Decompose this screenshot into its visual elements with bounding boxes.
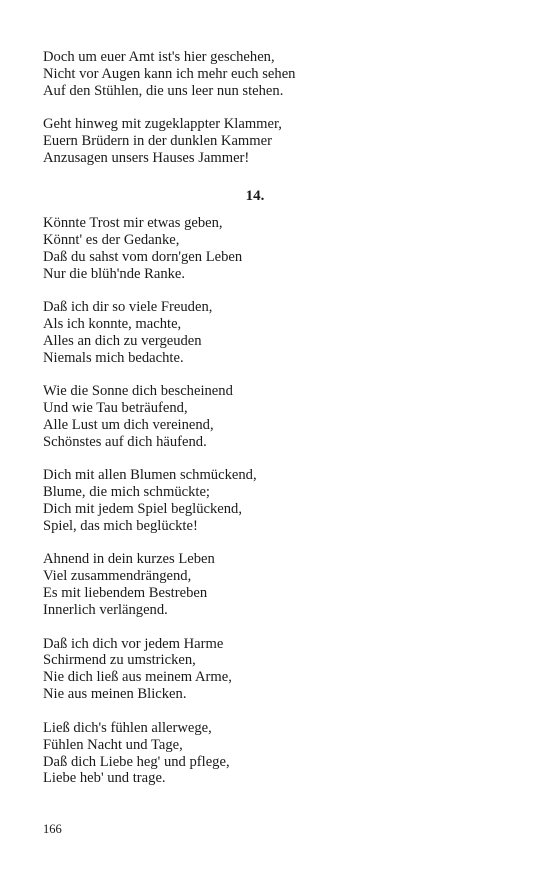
verse-line: Innerlich verlängend.	[43, 602, 168, 619]
verse-line: Als ich konnte, machte,	[43, 315, 182, 332]
verse-line: Liebe heb' und trage.	[43, 770, 166, 787]
stanza-top-1	[43, 49, 483, 100]
verse-line: Schönstes auf dich häufend.	[43, 433, 207, 450]
stanza-6	[43, 636, 483, 704]
verse-line: Ahnend in dein kurzes Leben	[43, 551, 215, 568]
poem-number-heading: 14.	[245, 187, 265, 204]
stanza-4	[43, 467, 483, 535]
stanza-5	[43, 551, 483, 619]
verse-line: Nie dich ließ aus meinem Arme,	[43, 669, 232, 686]
verse-line: Dich mit allen Blumen schmückend,	[43, 467, 257, 484]
verse-line: Nur die blüh'nde Ranke.	[43, 265, 186, 282]
verse-line: Alles an dich zu vergeuden	[43, 332, 202, 349]
verse-line: Spiel, das mich beglückte!	[43, 518, 198, 535]
stanza-1	[43, 215, 483, 283]
stanza-3	[43, 383, 483, 451]
verse-line: Anzusagen unsers Hauses Jammer!	[43, 150, 250, 167]
page-number: 166	[43, 822, 62, 836]
verse-line: Blume, die mich schmückte;	[43, 484, 210, 501]
verse-line: Niemals mich bedachte.	[43, 349, 184, 366]
verse-line: Es mit liebendem Bestreben	[43, 585, 208, 602]
verse-line: Könnte Trost mir etwas geben,	[43, 214, 223, 231]
verse-line: Euern Brüdern in der dunklen Kammer	[43, 133, 272, 150]
verse-line: Geht hinweg mit zugeklappter Klammer,	[43, 116, 282, 133]
stanza-7	[43, 720, 483, 788]
verse-line: Wie die Sonne dich bescheinend	[43, 383, 233, 400]
verse-line: Alle Lust um dich vereinend,	[43, 417, 214, 433]
verse-line: Daß ich dich vor jedem Harme	[43, 635, 224, 652]
verse-line: Auf den Stühlen, die uns leer nun stehen.	[43, 82, 284, 99]
stanza-top-2	[43, 116, 483, 167]
verse-line: Viel zusammendrängend,	[43, 568, 192, 585]
page-body	[43, 49, 483, 787]
verse-line: Fühlen Nacht und Tage,	[43, 736, 183, 753]
verse-line: Daß du sahst vom dorn'gen Leben	[43, 248, 243, 265]
verse-line: Schirmend zu umstricken,	[43, 652, 196, 669]
verse-line: Nicht vor Augen kann ich mehr euch sehen	[43, 65, 296, 82]
verse-line: Dich mit jedem Spiel beglückend,	[43, 501, 242, 518]
verse-line: Daß ich dir so viele Freuden,	[43, 299, 213, 316]
verse-line: Nie aus meinen Blicken.	[43, 686, 187, 703]
verse-line: Und wie Tau beträufend,	[43, 400, 188, 417]
verse-line: Ließ dich's fühlen allerwege,	[43, 719, 212, 736]
verse-line: Doch um euer Amt ist's hier geschehen,	[43, 49, 275, 65]
verse-line: Könnt' es der Gedanke,	[43, 231, 180, 248]
stanza-2	[43, 299, 483, 367]
verse-line: Daß dich Liebe heg' und pflege,	[43, 753, 230, 770]
